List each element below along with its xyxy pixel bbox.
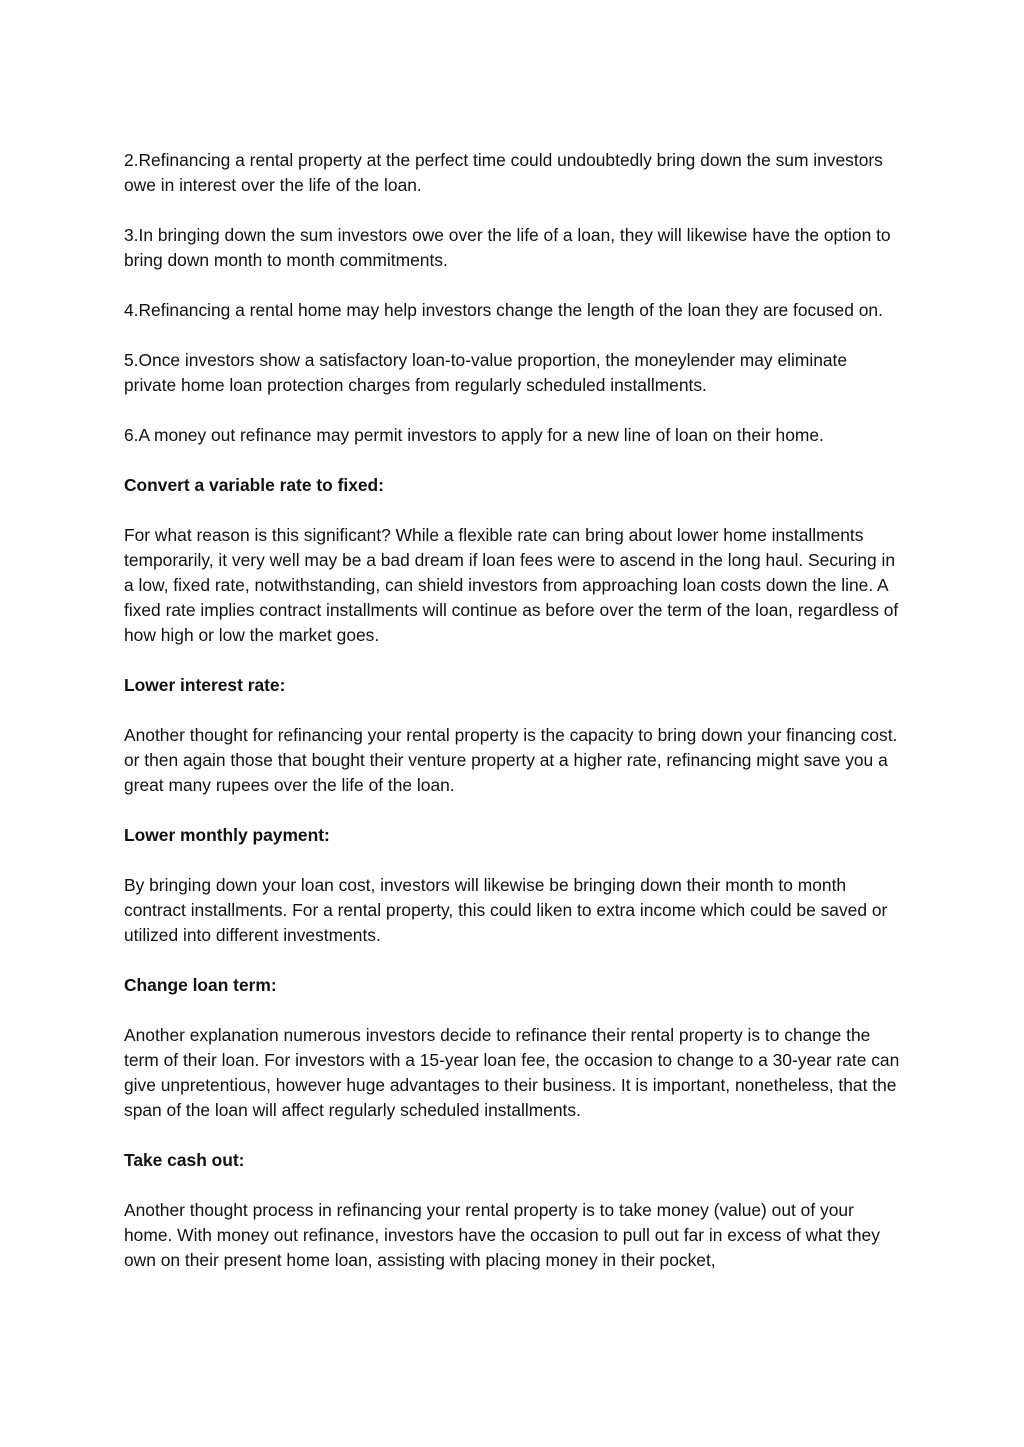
paragraph-take-cash-out: Another thought process in refinancing your rental property is to take money (value) out of your home. With money out refinance, investors have the occasion to pull out far in excess of what they own on their present home loan, assisting with placing money in their pocket,	[124, 1200, 880, 1270]
heading-change-loan-term: Change loan term:	[124, 975, 277, 995]
paragraph-change-loan-term: Another explanation numerous investors decide to refinance their rental property is to change the term of their loan. For investors with a 15-year loan fee, the occasion to change to a 30-year rate can give unpretentious, however huge advantages to their business. It is important, nonetheless, that the span of the loan will affect regularly scheduled installments.	[124, 1025, 900, 1120]
paragraph-convert-variable-rate: For what reason is this significant? While a flexible rate can bring about lower home installments temporarily, it very well may be a bad dream if loan fees were to ascend in the long haul. Securing in a low, fixed rate, notwithstanding, can shield investors from approaching loan costs down the line. A fixed rate implies contract installments will continue as before over the term of the loan, regardless of how high or low the market goes.	[124, 525, 899, 645]
list-item-4: 4.Refinancing a rental home may help investors change the length of the loan they are focused on.	[124, 300, 883, 320]
list-item-3: 3.In bringing down the sum investors owe over the life of a loan, they will likewise have the option to bring down month to month commitments.	[124, 225, 891, 270]
list-item-2: 2.Refinancing a rental property at the perfect time could undoubtedly bring down the sum investors owe in interest over the life of the loan.	[124, 150, 883, 195]
list-item-6: 6.A money out refinance may permit investors to apply for a new line of loan on their home.	[124, 425, 824, 445]
heading-lower-interest-rate: Lower interest rate:	[124, 675, 286, 695]
paragraph-lower-interest-rate: Another thought for refinancing your rental property is the capacity to bring down your financing cost. or then again those that bought their venture property at a higher rate, refinancing might save you a great many rupees over the life of the loan.	[124, 725, 898, 795]
heading-take-cash-out: Take cash out:	[124, 1150, 245, 1170]
heading-lower-monthly-payment: Lower monthly payment:	[124, 825, 330, 845]
paragraph-lower-monthly-payment: By bringing down your loan cost, investors will likewise be bringing down their month to month contract installments. For a rental property, this could liken to extra income which could be saved or utilized into different investments.	[124, 875, 888, 945]
document-page	[124, 148, 904, 1298]
heading-convert-variable-rate: Convert a variable rate to fixed:	[124, 475, 384, 495]
list-item-5: 5.Once investors show a satisfactory loan-to-value proportion, the moneylender may eliminate private home loan protection charges from regularly scheduled installments.	[124, 350, 848, 395]
